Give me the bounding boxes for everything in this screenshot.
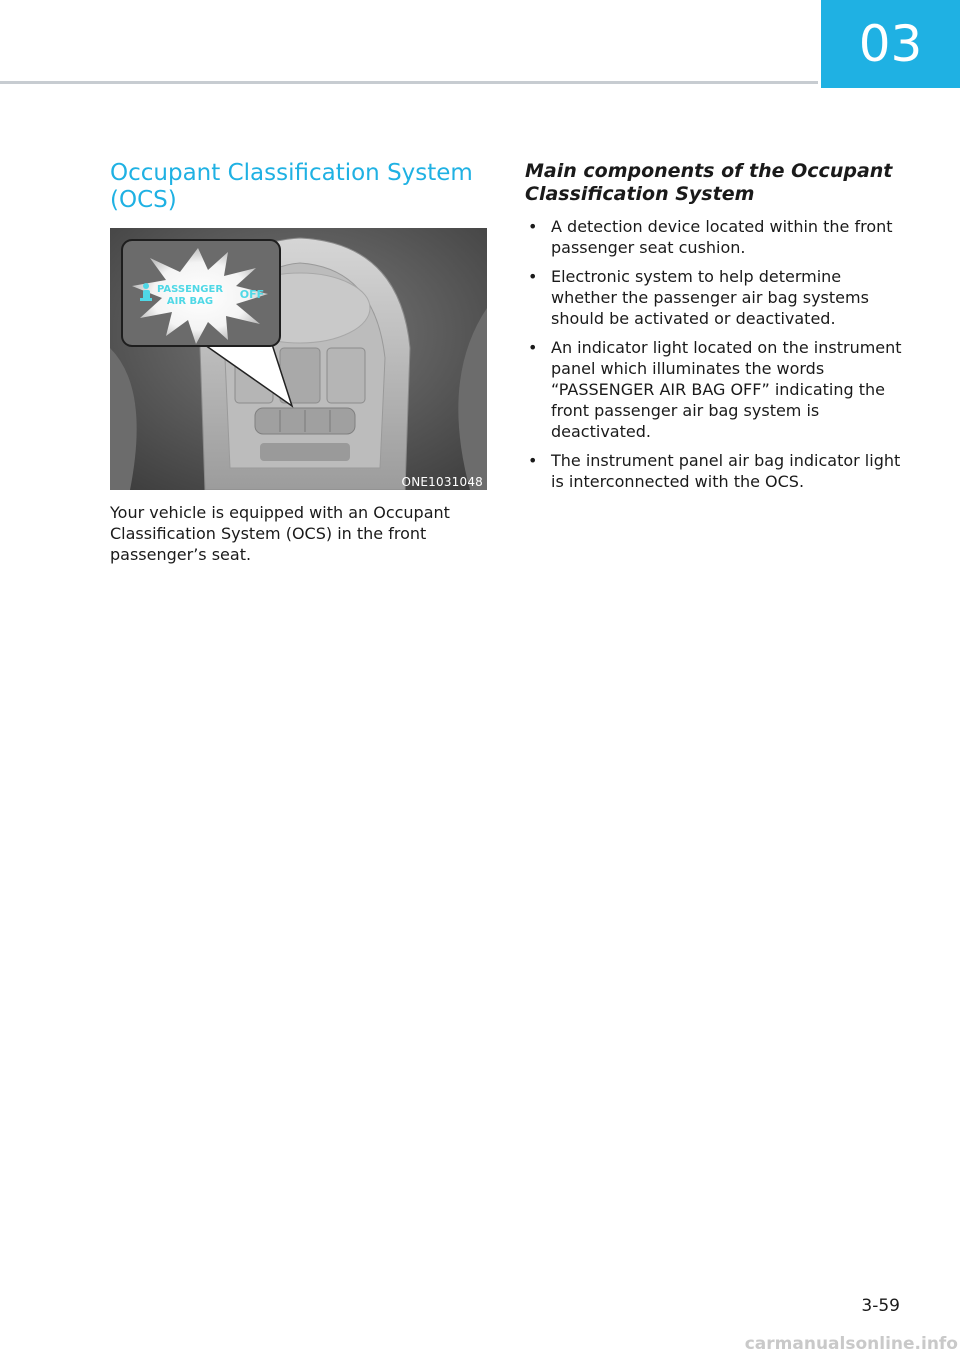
bullet-icon: • bbox=[528, 338, 538, 357]
indicator-text-off: OFF bbox=[239, 288, 265, 301]
figure-code: ONE1031048 bbox=[401, 475, 483, 489]
overhead-console-illustration bbox=[110, 228, 487, 490]
list-item-text: A detection device located within the front passenger seat cushion. bbox=[551, 217, 893, 257]
bullet-icon: • bbox=[528, 451, 538, 470]
section-title: Occupant Classification System (OCS) bbox=[110, 160, 473, 213]
list-item-text: The instrument panel air bag indicator light is interconnected with the OCS. bbox=[551, 451, 901, 491]
ocs-figure bbox=[110, 228, 487, 490]
indicator-text-line1: PASSENGER bbox=[156, 284, 224, 295]
chapter-tab: 03 bbox=[821, 0, 960, 88]
watermark: carmanualsonline.info bbox=[744, 1334, 958, 1354]
list-item bbox=[525, 266, 910, 329]
components-list bbox=[525, 216, 910, 492]
list-item bbox=[525, 337, 910, 442]
bullet-icon: • bbox=[528, 267, 538, 286]
indicator-text-line2: AIR BAG bbox=[166, 296, 214, 307]
bullet-icon: • bbox=[528, 217, 538, 236]
intro-paragraph: Your vehicle is equipped with an Occupant Classification System (OCS) in the front passenger’s seat. bbox=[110, 503, 450, 564]
list-item-text: An indicator light located on the instrument panel which illuminates the words “PASSENGER AIR BAG OFF” indicating the front passenger air bag system is deactivated. bbox=[551, 338, 902, 441]
list-item bbox=[525, 450, 910, 492]
list-item bbox=[525, 216, 910, 258]
right-column bbox=[525, 160, 910, 500]
header-rule bbox=[0, 81, 818, 84]
left-column bbox=[110, 160, 490, 565]
list-item-text: Electronic system to help determine whether the passenger air bag systems should be activated or deactivated. bbox=[551, 267, 869, 328]
components-heading: Main components of the Occupant Classification System bbox=[525, 160, 893, 205]
page-number: 3-59 bbox=[861, 1296, 900, 1316]
